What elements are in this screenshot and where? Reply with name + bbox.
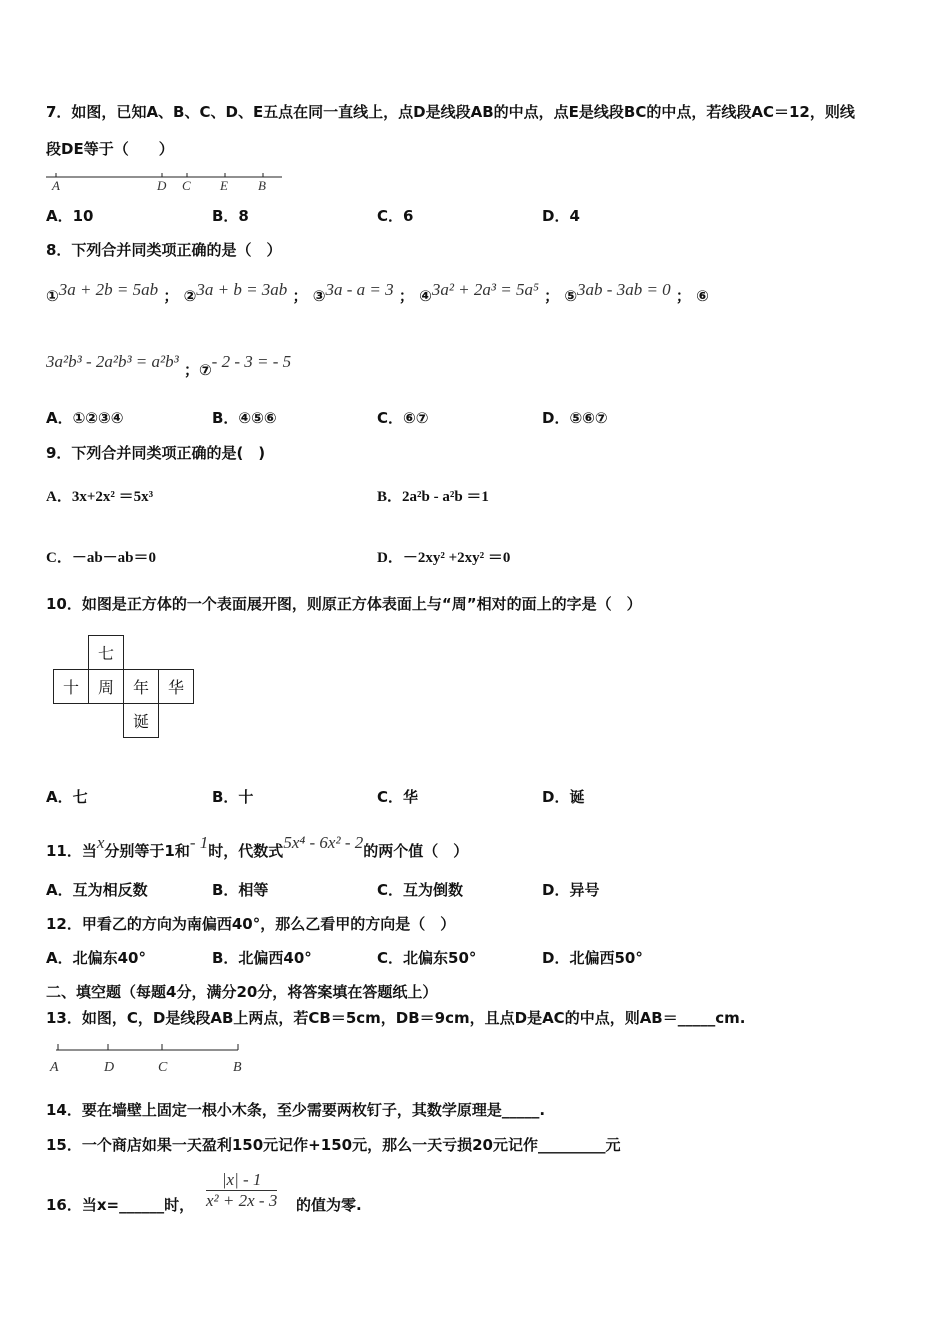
- q9-option-b: B．2a²b - a²b ＝1: [377, 489, 489, 505]
- q10-option-d: D．诞: [542, 788, 585, 806]
- item-num: ⑤: [564, 287, 578, 305]
- sep: ；: [292, 287, 308, 305]
- point-C: C: [158, 1060, 168, 1075]
- point-A: A: [50, 1060, 59, 1075]
- sep: ；: [675, 287, 691, 305]
- value: - 1: [189, 833, 209, 852]
- item-expr: 3a - a = 3: [325, 280, 394, 299]
- q10-option-a: A．七: [46, 788, 88, 806]
- point-D: D: [157, 178, 167, 193]
- item-expr: 3a² + 2a³ = 5a⁵: [431, 280, 539, 299]
- q10-stem: 10．如图是正方体的一个表面展开图，则原正方体表面上与“周”相对的面上的字是（ ）: [46, 595, 642, 613]
- q9-option-d: D．－2xy² +2xy² ＝0: [377, 550, 511, 566]
- text: 分别等于1和: [104, 842, 190, 860]
- q12-option-d: D．北偏西50°: [542, 949, 643, 967]
- net-face: 周: [88, 669, 124, 704]
- q11-option-c: C．互为倒数: [377, 881, 464, 899]
- item-num: ③: [312, 287, 326, 305]
- item-expr: 3a + 2b = 5ab: [58, 280, 159, 299]
- q8-stem: 8．下列合并同类项正确的是（ ）: [46, 241, 282, 259]
- q7-option-d: D．4: [542, 207, 580, 225]
- item-expr: 3ab - 3ab = 0: [577, 280, 671, 299]
- sep: ；: [398, 287, 414, 305]
- q13-stem: 13．如图，C，D是线段AB上两点，若CB＝5cm，DB＝9cm，且点D是AC的中点，则AB＝_____cm.: [46, 1009, 746, 1027]
- q15-stem: 15．一个商店如果一天盈利150元记作+150元，那么一天亏损20元记作_________元: [46, 1136, 621, 1154]
- point-B: B: [258, 178, 266, 193]
- item-num: ⑦: [198, 361, 212, 379]
- q7-option-b: B．8: [212, 207, 249, 225]
- q14-stem: 14．要在墙壁上固定一根小木条，至少需要两枚钉子，其数学原理是_____.: [46, 1101, 546, 1119]
- numerator: |x| - 1: [206, 1170, 277, 1191]
- q8-option-c: C．⑥⑦: [377, 409, 429, 427]
- q10-option-c: C．华: [377, 788, 419, 806]
- item-num: ⑥: [696, 287, 709, 305]
- item-expr: 3a²b³ - 2a²b³ = a²b³: [46, 352, 179, 371]
- point-D: D: [104, 1060, 115, 1075]
- q12-stem: 12．甲看乙的方向为南偏西40°，那么乙看甲的方向是（ ）: [46, 915, 456, 933]
- text: 11．当: [46, 842, 97, 860]
- q7-stem-line2: 段DE等于（ ）: [46, 140, 174, 158]
- q16-part1: 16．当x=______时，: [46, 1196, 195, 1214]
- sep: ；: [183, 361, 199, 379]
- q16-fraction: [206, 1170, 277, 1211]
- q12-option-c: C．北偏东50°: [377, 949, 477, 967]
- point-B: B: [233, 1060, 242, 1075]
- q11-option-b: B．相等: [212, 881, 269, 899]
- net-face: 华: [158, 669, 194, 704]
- q8-option-d: D．⑤⑥⑦: [542, 409, 608, 427]
- var: x: [96, 833, 105, 852]
- point-C: C: [182, 178, 191, 193]
- denominator: x² + 2x - 3: [206, 1191, 278, 1210]
- item-num: ②: [183, 287, 197, 305]
- q7-option-a: A．10: [46, 207, 94, 225]
- sep: ；: [544, 287, 560, 305]
- q8-items-line1: [46, 278, 709, 308]
- q7-option-c: C．6: [377, 207, 414, 225]
- item-expr: - 2 - 3 = - 5: [211, 352, 292, 371]
- q13-line-figure: [48, 1040, 248, 1056]
- q11-option-d: D．异号: [542, 881, 600, 899]
- q12-option-a: A．北偏东40°: [46, 949, 146, 967]
- q16-part2: 的值为零.: [296, 1196, 362, 1214]
- text: 时，代数式: [208, 842, 284, 860]
- q9-stem: 9．下列合并同类项正确的是( ): [46, 444, 266, 462]
- point-E: E: [220, 178, 228, 193]
- expression: 5x⁴ - 6x² - 2: [283, 833, 364, 852]
- q9-option-c: C．－ab－ab＝0: [46, 550, 157, 566]
- item-num: ①: [46, 287, 59, 305]
- net-face: 七: [88, 635, 124, 670]
- section-2-heading: 二、填空题（每题4分，满分20分，将答案填在答题纸上）: [46, 983, 438, 1001]
- q12-option-b: B．北偏西40°: [212, 949, 312, 967]
- item-expr: 3a + b = 3ab: [196, 280, 288, 299]
- q7-stem-line1: 7．如图，已知A、B、C、D、E五点在同一直线上，点D是线段AB的中点，点E是线段BC的中点，若线段AC＝12，则线: [46, 103, 855, 121]
- q11-option-a: A．互为相反数: [46, 881, 148, 899]
- net-face: 诞: [123, 703, 159, 738]
- q10-option-b: B．十: [212, 788, 254, 806]
- q11-stem: [46, 833, 468, 861]
- point-A: A: [52, 178, 60, 193]
- item-num: ④: [419, 287, 432, 305]
- q8-option-a: A．①②③④: [46, 409, 124, 427]
- sep: ；: [163, 287, 179, 305]
- q9-option-a: A．3x+2x² ＝5x³: [46, 489, 154, 505]
- q8-items-line2: [46, 350, 291, 382]
- net-face: 年: [123, 669, 159, 704]
- text: 的两个值（ ）: [363, 842, 469, 860]
- q8-option-b: B．④⑤⑥: [212, 409, 277, 427]
- net-face: 十: [53, 669, 89, 704]
